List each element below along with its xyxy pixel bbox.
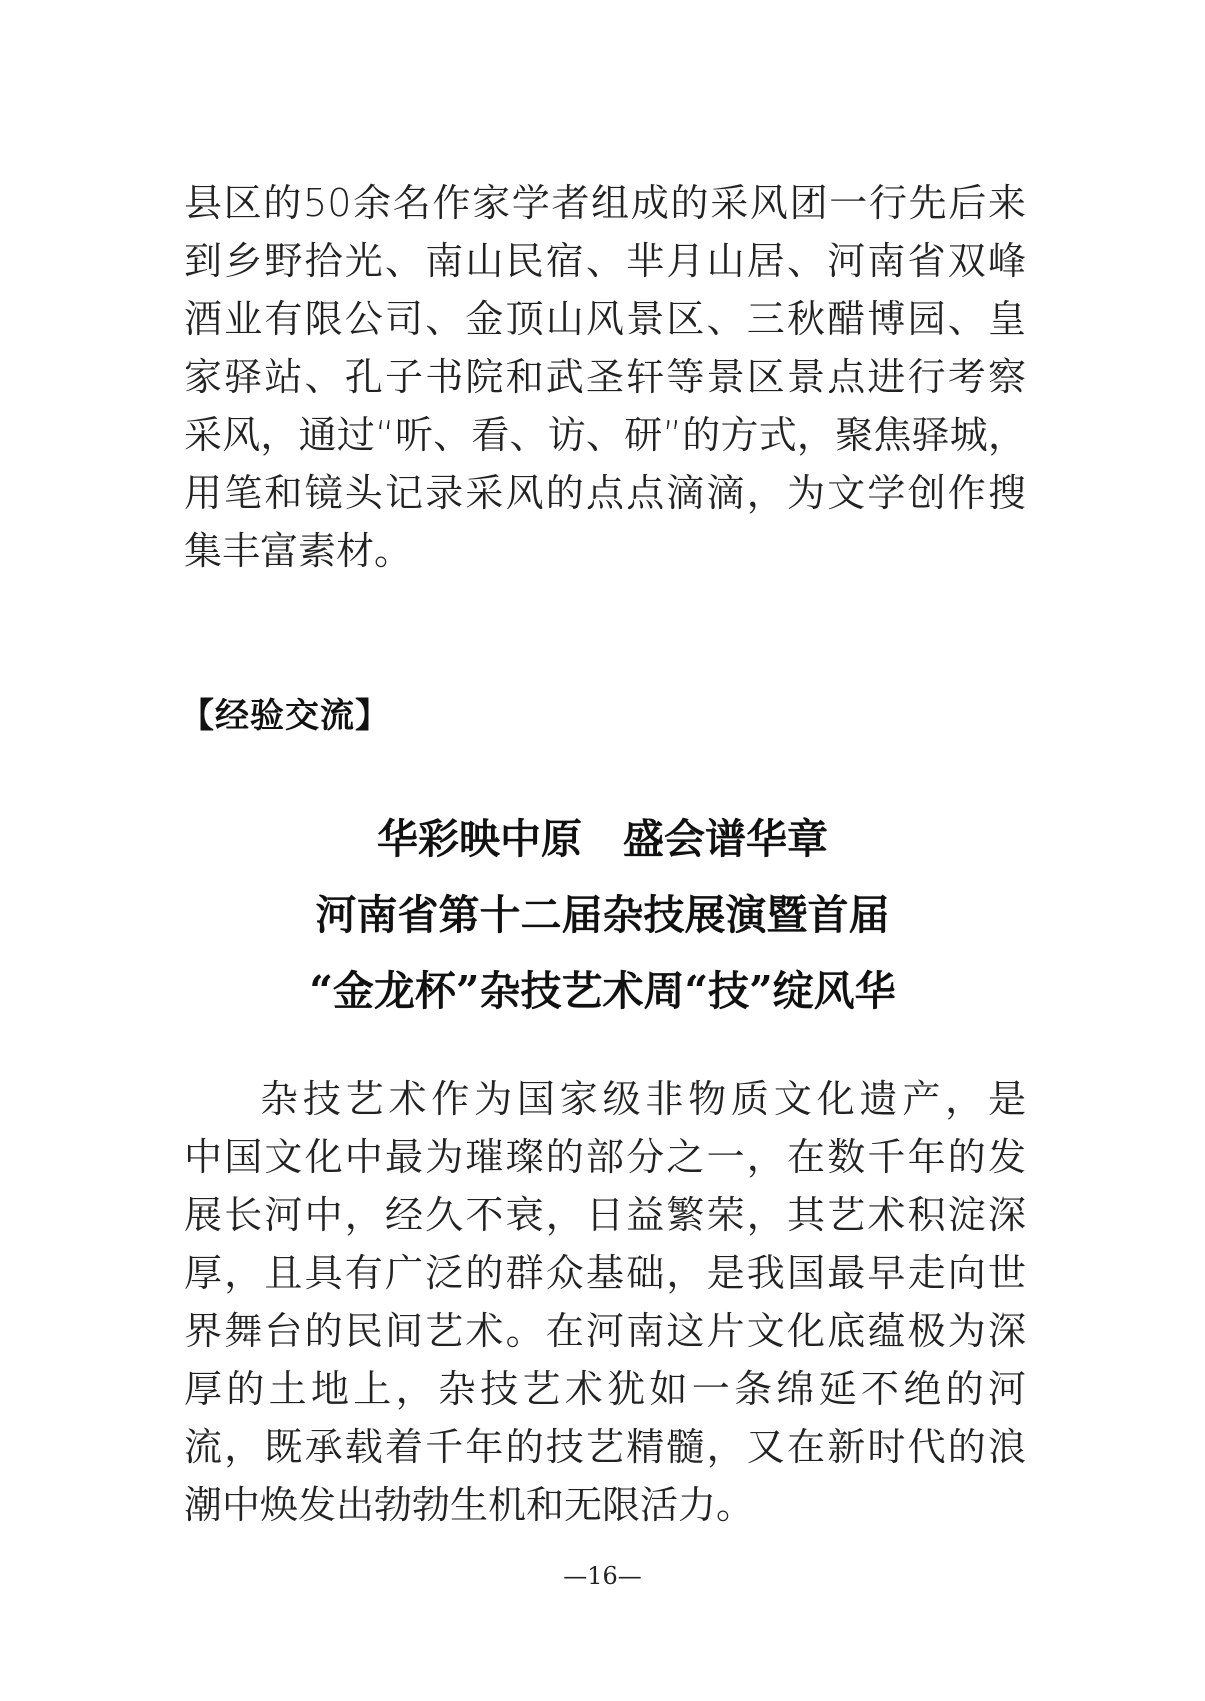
paragraph-line: 集丰富素材。: [184, 529, 413, 573]
body-line: 厚的土地上，杂技艺术犹如一条绵延不绝的河: [184, 1367, 1026, 1411]
paragraph-line: 县区的50余名作家学者组成的采风团一行先后来: [184, 181, 1026, 225]
body-line: 杂技艺术作为国家级非物质文化遗产，是: [260, 1077, 1026, 1121]
article-title-line-1: 华彩映中原 盛会谱华章: [377, 815, 828, 863]
body-line: 潮中焕发出勃勃生机和无限活力。: [184, 1483, 755, 1527]
article-body: [184, 1070, 1026, 1534]
paragraph-line: 家驿站、孔子书院和武圣轩等景区景点进行考察: [184, 355, 1026, 399]
paragraph-line: 到乡野拾光、南山民宿、芈月山居、河南省双峰: [184, 239, 1026, 283]
paragraph-line: 采风，通过“听、看、访、研”的方式，聚焦驿城，: [184, 413, 1026, 457]
body-line: 界舞台的民间艺术。在河南这片文化底蕴极为深: [184, 1309, 1026, 1353]
page-number: —16—: [563, 1562, 642, 1590]
body-line: 中国文化中最为璀璨的部分之一，在数千年的发: [184, 1135, 1026, 1179]
article-title-line-3: “金龙杯”杂技艺术周“技”绽风华: [309, 967, 896, 1015]
article-title-line-2: 河南省第十二届杂技展演暨首届: [315, 891, 890, 939]
paragraph-line: 酒业有限公司、金顶山风景区、三秋醋博园、皇: [184, 297, 1026, 341]
body-line: 展长河中，经久不衰，日益繁荣，其艺术积淀深: [184, 1193, 1026, 1237]
section-tag: 【经验交流】: [180, 696, 390, 736]
body-line: 流，既承载着千年的技艺精髓，又在新时代的浪: [184, 1425, 1026, 1469]
continued-paragraph: [184, 174, 1026, 580]
body-line: 厚，且具有广泛的群众基础，是我国最早走向世: [184, 1251, 1026, 1295]
paragraph-line: 用笔和镜头记录采风的点点滴滴，为文学创作搜: [184, 471, 1026, 515]
